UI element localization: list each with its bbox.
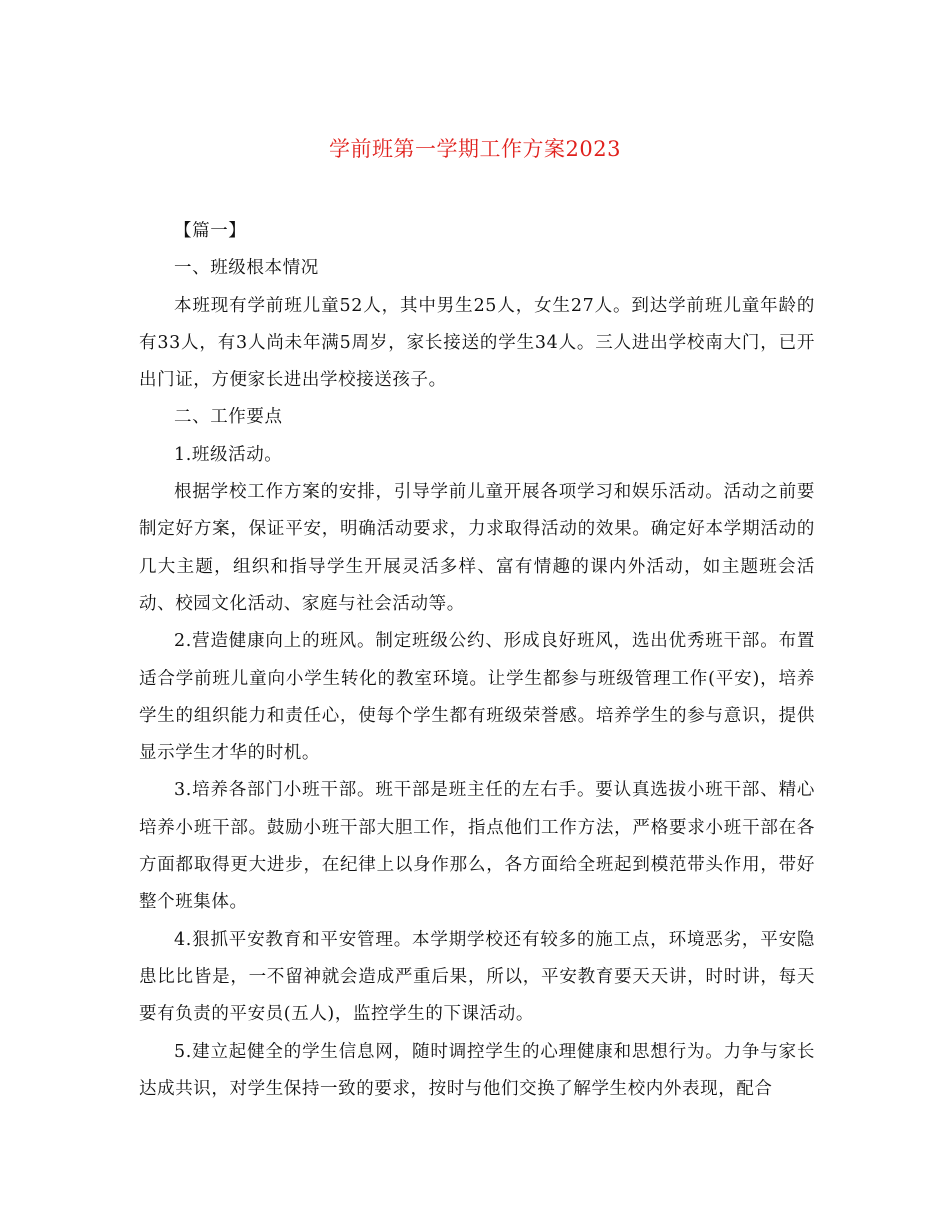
document-title: 学前班第一学期工作方案2023 (329, 137, 621, 161)
heading-work-points: 二、工作要点 (174, 407, 283, 428)
paragraph-info-network: 5.建立起健全的学生信息网，随时调控学生的心理健康和思想行为。力争与家长达成共识，对学生保持一致的要求，按时与他们交换了解学生校内外表现，配合 (139, 1041, 815, 1099)
item-class-activities-heading: 1.班级活动。 (174, 444, 283, 465)
document-body (139, 213, 815, 1108)
section-tag: 【篇一】 (174, 221, 247, 241)
heading-class-overview: 一、班级根本情况 (174, 258, 319, 279)
paragraph-safety: 4.狠抓平安教育和平安管理。本学期学校还有较多的施工点，环境恶劣，平安隐患比比皆是，一不留神就会造成严重后果，所以，平安教育要天天讲，时时讲，每天要有负责的平安员(五人)，监控学生的下课活动。 (139, 929, 815, 1025)
paragraph-class-activities: 根据学校工作方案的安排，引导学前儿童开展各项学习和娱乐活动。活动之前要制定好方案，保证平安，明确活动要求，力求取得活动的效果。确定好本学期活动的几大主题，组织和指导学生开展灵活多样、富有情趣的课内外活动，如主题班会活动、校园文化活动、家庭与社会活动等。 (139, 482, 815, 614)
paragraph-class-overview: 本班现有学前班儿童52人，其中男生25人，女生27人。到达学前班儿童年龄的有33人，有3人尚未年满5周岁，家长接送的学生34人。三人进出学校南大门，已开出门证，方便家长进出学校接送孩子。 (139, 295, 815, 391)
paragraph-class-leaders: 3.培养各部门小班干部。班干部是班主任的左右手。要认真选拔小班干部、精心培养小班干部。鼓励小班干部大胆工作，指点他们工作方法，严格要求小班干部在各方面都取得更大进步，在纪律上以身作那么，各方面给全班起到模范带头作用，带好整个班集体。 (139, 780, 815, 913)
paragraph-class-atmosphere: 2.营造健康向上的班风。制定班级公约、形成良好班风，选出优秀班干部。布置适合学前班儿童向小学生转化的教室环境。让学生都参与班级管理工作(平安)，培养学生的组织能力和责任心，使每个学生都有班级荣誉感。培养学生的参与意识，提供显示学生才华的时机。 (139, 631, 815, 764)
